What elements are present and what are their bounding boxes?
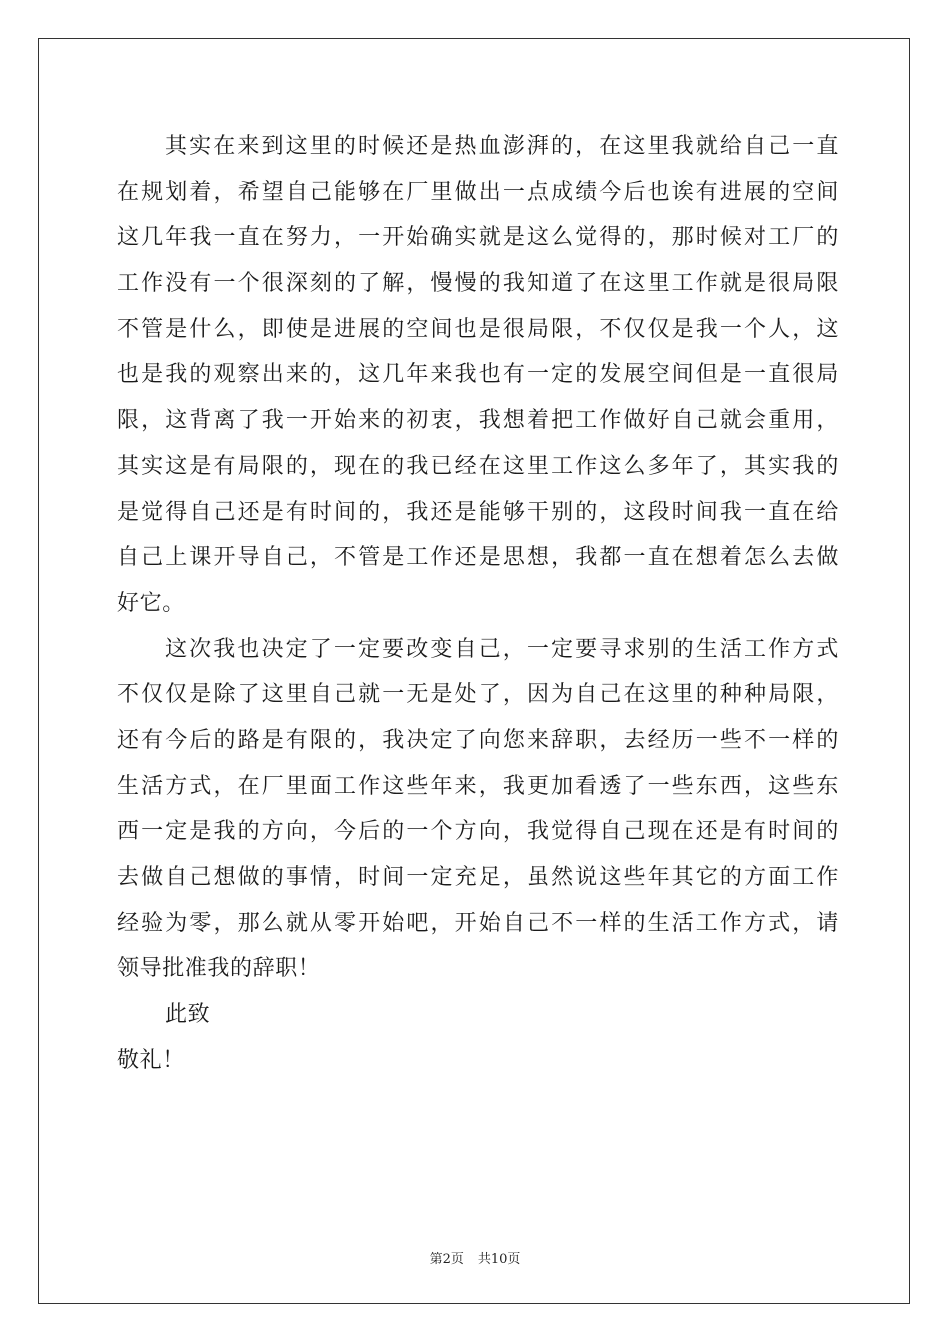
page-footer: [0, 1248, 950, 1267]
letter-body: [117, 124, 839, 1083]
paragraph-1-line-8: 其实这是有局限的，现在的我已经在这里工作这么多年了，其实我的: [117, 453, 839, 479]
total-pages: 共10页: [477, 1252, 521, 1267]
paragraph-2-line-3: 还有今后的路是有限的，我决定了向您来辞职，去经历一些不一样的: [117, 727, 839, 753]
paragraph-1-line-3: 这几年我一直在努力，一开始确实就是这么觉得的，那时候对工厂的: [117, 225, 839, 251]
paragraph-2-line-7: 经验为零，那么就从零开始吧，开始自己不一样的生活工作方式，请: [117, 910, 839, 936]
paragraph-1-line-7: 限，这背离了我一开始来的初衷，我想着把工作做好自己就会重用，: [117, 408, 839, 434]
paragraph-2-line-5: 西一定是我的方向，今后的一个方向，我觉得自己现在还是有时间的: [117, 819, 839, 845]
paragraph-2-line-4: 生活方式，在厂里面工作这些年来，我更加看透了一些东西，这些东: [117, 773, 839, 799]
paragraph-2-line-6: 去做自己想做的事情，时间一定充足，虽然说这些年其它的方面工作: [117, 865, 839, 890]
paragraph-1-line-9: 是觉得自己还是有时间的，我还是能够干别的，这段时间我一直在给: [117, 499, 839, 525]
paragraph-1-line-6: 也是我的观察出来的，这几年来我也有一定的发展空间但是一直很局: [117, 362, 839, 388]
paragraph-2-line-8: 领导批准我的辞职！: [117, 956, 321, 982]
paragraph-1-line-4: 工作没有一个很深刻的了解，慢慢的我知道了在这里工作就是很局限: [117, 271, 839, 297]
paragraph-2-line-2: 不仅仅是除了这里自己就一无是处了，因为自己在这里的种种局限，: [117, 682, 839, 708]
paragraph-1-line-1: 其实在来到这里的时候还是热血澎湃的，在这里我就给自己一直: [165, 134, 839, 159]
page-number: 第2页: [429, 1252, 464, 1267]
closing-line: 此致: [165, 1002, 211, 1028]
paragraph-1-line-5: 不管是什么，即使是进展的空间也是很局限，不仅仅是我一个人，这: [117, 316, 839, 342]
salutation-line: 敬礼！: [117, 1047, 185, 1073]
paragraph-2-line-1: 这次我也决定了一定要改变自己，一定要寻求别的生活工作方式: [165, 636, 839, 662]
paragraph-1-line-11: 好它。: [117, 590, 185, 616]
paragraph-1-line-10: 自己上课开导自己，不管是工作还是思想，我都一直在想着怎么去做: [117, 545, 839, 571]
paragraph-1-line-2: 在规划着，希望自己能够在厂里做出一点成绩今后也诶有进展的空间: [117, 179, 839, 205]
